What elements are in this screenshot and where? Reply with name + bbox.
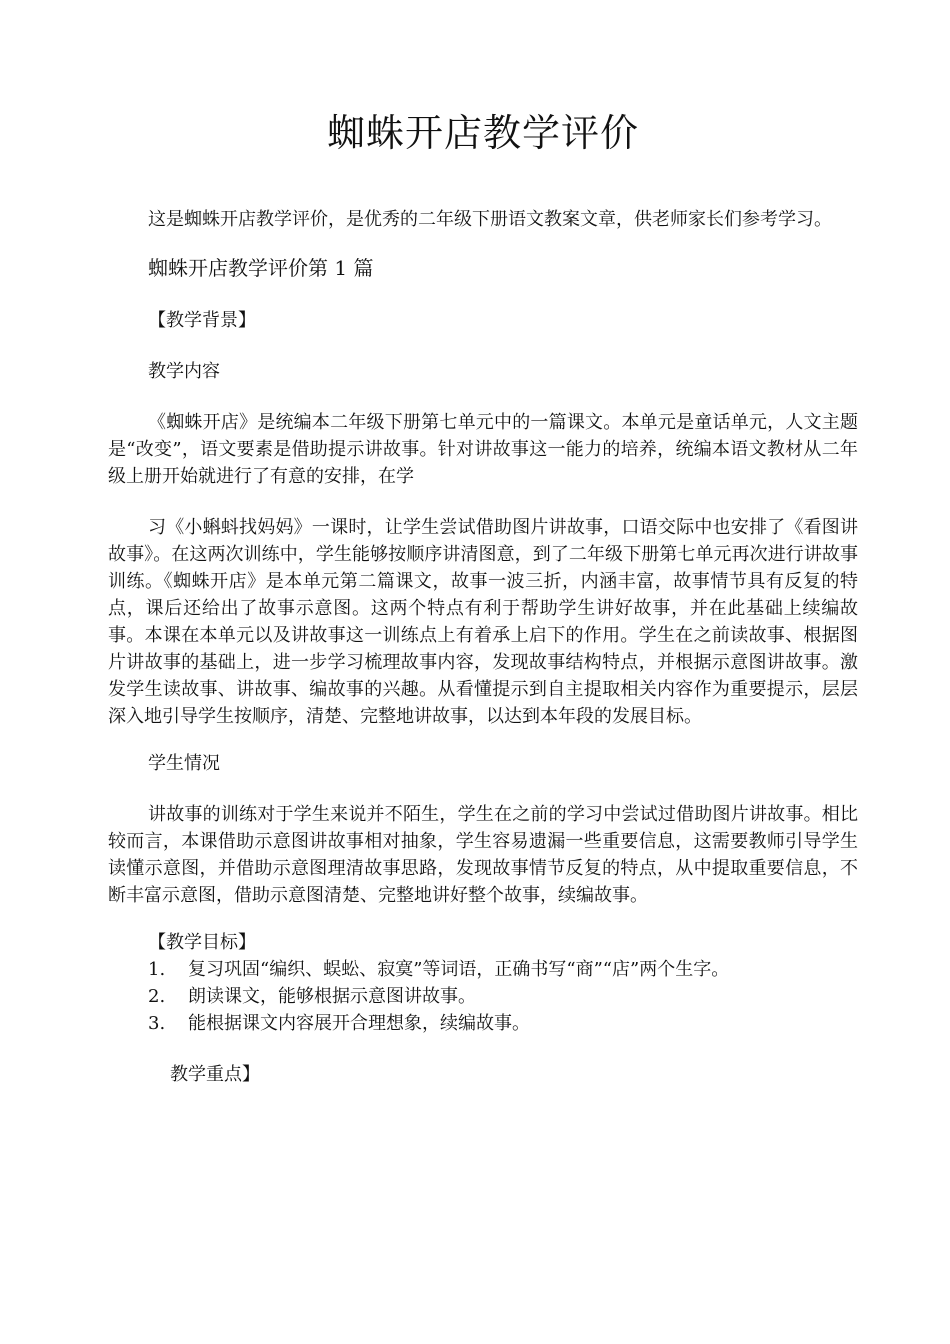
page-title: 蜘蛛开店教学评价 [326, 111, 639, 155]
list-text: 朗读课文，能够根据示意图讲故事。 [188, 986, 476, 1007]
focus-label: 教学重点】 [170, 1064, 260, 1085]
list-number: 3. [148, 1013, 166, 1034]
list-item [108, 983, 858, 1010]
content-label: 教学内容 [148, 361, 220, 382]
content-paragraph-2: 习《小蝌蚪找妈妈》一课时，让学生尝试借助图片讲故事，口语交际中也安排了《看图讲故事》。在这两次训练中，学生能够按顺序讲清图意，到了二年级下册第七单元再次进行讲故事训练。《蜘蛛开店》是本单元第二篇课文，故事一波三折，内涵丰富，故事情节具有反复的特点，课后还给出了故事示意图。这两个特点有利于帮助学生讲好故事，并在此基础上续编故事。本课在本单元以及讲故事这一训练点上有着承上启下的作用。学生在之前读故事、根据图片讲故事的基础上，进一步学习梳理故事内容，发现故事结构特点，并根据示意图讲故事。激发学生读故事、讲故事、编故事的兴趣。从看懂提示到自主提取相关内容作为重要提示，层层深入地引导学生按顺序，清楚、完整地讲故事，以达到本年段的发展目标。 [108, 517, 858, 727]
list-text: 复习巩固“编织、蜈蚣、寂寞”等词语，正确书写“商”“店”两个生字。 [188, 959, 730, 980]
students-label: 学生情况 [148, 753, 220, 774]
intro-paragraph: 这是蜘蛛开店教学评价，是优秀的二年级下册语文教案文章，供老师家长们参考学习。 [148, 209, 832, 230]
students-paragraph: 讲故事的训练对于学生来说并不陌生，学生在之前的学习中尝试过借助图片讲故事。相比较而言，本课借助示意图讲故事相对抽象，学生容易遗漏一些重要信息，这需要教师引导学生读懂示意图，并借助示意图理清故事思路，发现故事情节反复的特点，从中提取重要信息，不断丰富示意图，借助示意图清楚、完整地讲好整个故事，续编故事。 [108, 804, 858, 906]
goals-label: 【教学目标】 [148, 932, 256, 953]
list-text: 能根据课文内容展开合理想象，续编故事。 [188, 1013, 530, 1034]
list-item [108, 956, 858, 983]
content-paragraph-1: 《蜘蛛开店》是统编本二年级下册第七单元中的一篇课文。本单元是童话单元，人文主题是“改变”，语文要素是借助提示讲故事。针对讲故事这一能力的培养，统编本语文教材从二年级上册开始就进行了有意的安排，在学 [108, 412, 858, 487]
section-heading: 蜘蛛开店教学评价第 1 篇 [148, 256, 374, 280]
list-number: 2. [148, 986, 166, 1007]
list-item [108, 1010, 858, 1037]
list-number: 1. [148, 959, 166, 980]
background-label: 【教学背景】 [148, 310, 256, 331]
